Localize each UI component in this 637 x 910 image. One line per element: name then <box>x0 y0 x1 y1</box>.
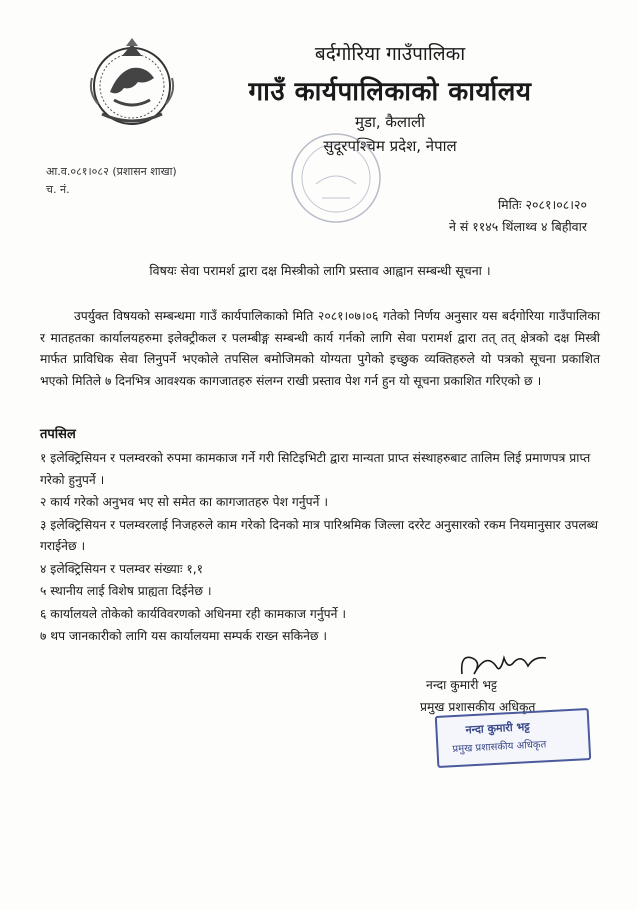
letter-reference: आ.व.०८१।०८२ (प्रशासन शाखा) <box>46 165 177 178</box>
tapsil-heading: तपसिल <box>40 427 76 442</box>
list-item: ४ इलेक्ट्रिसियन र पलम्वर संख्याः १,१ <box>40 561 204 576</box>
tapsil-list <box>40 448 600 649</box>
signatory-title: प्रमुख प्रशासकीय अधिकृत <box>420 700 536 714</box>
dispatch-number: च. नं. <box>46 183 70 196</box>
list-item: १ इलेक्ट्रिसियन र पलम्वरको रुपमा कामकाज गर्ने गरी सिटिइभिटी द्वारा मान्यता प्राप्त संस्थाहरुबाट तालिम लिई प्रमाणपत्र प्राप्त गरेको हुनुपर्ने । <box>40 451 591 487</box>
list-item: २ कार्य गरेको अनुभव भए सो समेत का कागजातहरु पेश गर्नुपर्ने । <box>40 495 329 509</box>
office-title: गाउँ कार्यपालिकाको कार्यालय <box>248 77 532 107</box>
list-item: ३ इलेक्ट्रिसियन र पलम्वरलाई निजहरुले काम गरेको दिनको मात्र पारिश्रमिक जिल्ला दररेट अनुसारको रकम नियमानुसार उपलब्ध गराईनेछ । <box>40 517 599 553</box>
list-item: ५ स्थानीय लाई विशेष प्राह्यता दिईनेछ । <box>40 584 212 598</box>
list-item: ६ कार्यालयले तोकेको कार्यविवरणको अधिनमा रही कामकाज गर्नुपर्ने । <box>40 606 347 621</box>
letter-date: मितिः २०८१।०८।२० <box>497 197 587 212</box>
municipality-name: बर्दगोरिया गाउँपालिका <box>314 43 466 65</box>
province-country: सुदूरपश्चिम प्रदेश, नेपाल <box>323 137 457 155</box>
official-seal-stamp <box>435 708 592 768</box>
signatory-name: नन्दा कुमारी भट्ट <box>426 678 498 692</box>
nepal-sambat-date: ने सं ११४५ थिंलाथ्व ४ बिहीवार <box>448 219 587 234</box>
subject-line: विषयः सेवा परामर्श द्वारा दक्ष मिस्त्रीको लागि प्रस्ताव आह्वान सम्बन्धी सूचना । <box>149 263 491 278</box>
seal-name: नन्दा कुमारी भट्ट <box>465 720 530 737</box>
list-item: ७ थप जानकारीको लागि यस कार्यालयमा सम्पर्क राख्न सकिनेछ । <box>40 629 328 643</box>
seal-title: प्रमुख प्रशासकीय अधिकृत <box>452 739 547 756</box>
office-stamp-icon <box>286 128 386 228</box>
nepal-emblem-icon <box>84 38 180 128</box>
office-address: मुडा, कैलाली <box>354 113 426 131</box>
body-paragraph: उपर्युक्त विषयको सम्बन्धमा गाउँ कार्यपालिकाको मिति २०८१।०७।०६ गतेको निर्णय अनुसार यस बर्दगोरिया गाउँपालिका र मातहतका कार्यालयहरुमा इलेक्ट्रीकल र पलम्बीङ्ग सम्बन्धी कार्य गर्नको लागि सेवा परामर्श द्वारा तत् तत् क्षेत्रको दक्ष मिस्त्री मार्फत प्राविधिक सेवा लिनुपर्ने भएकोले तपसिल बमोजिमको योग्यता पुगेको इच्छुक व्यक्तिहरुले यो पत्रको सूचना प्रकाशित भएको मितिले ७ दिनभित्र आवश्यक कागजातहरु संलग्न राखी प्रस्ताव पेश गर्न हुन यो सूचना प्रकाशित गरिएको छ । <box>40 309 600 388</box>
